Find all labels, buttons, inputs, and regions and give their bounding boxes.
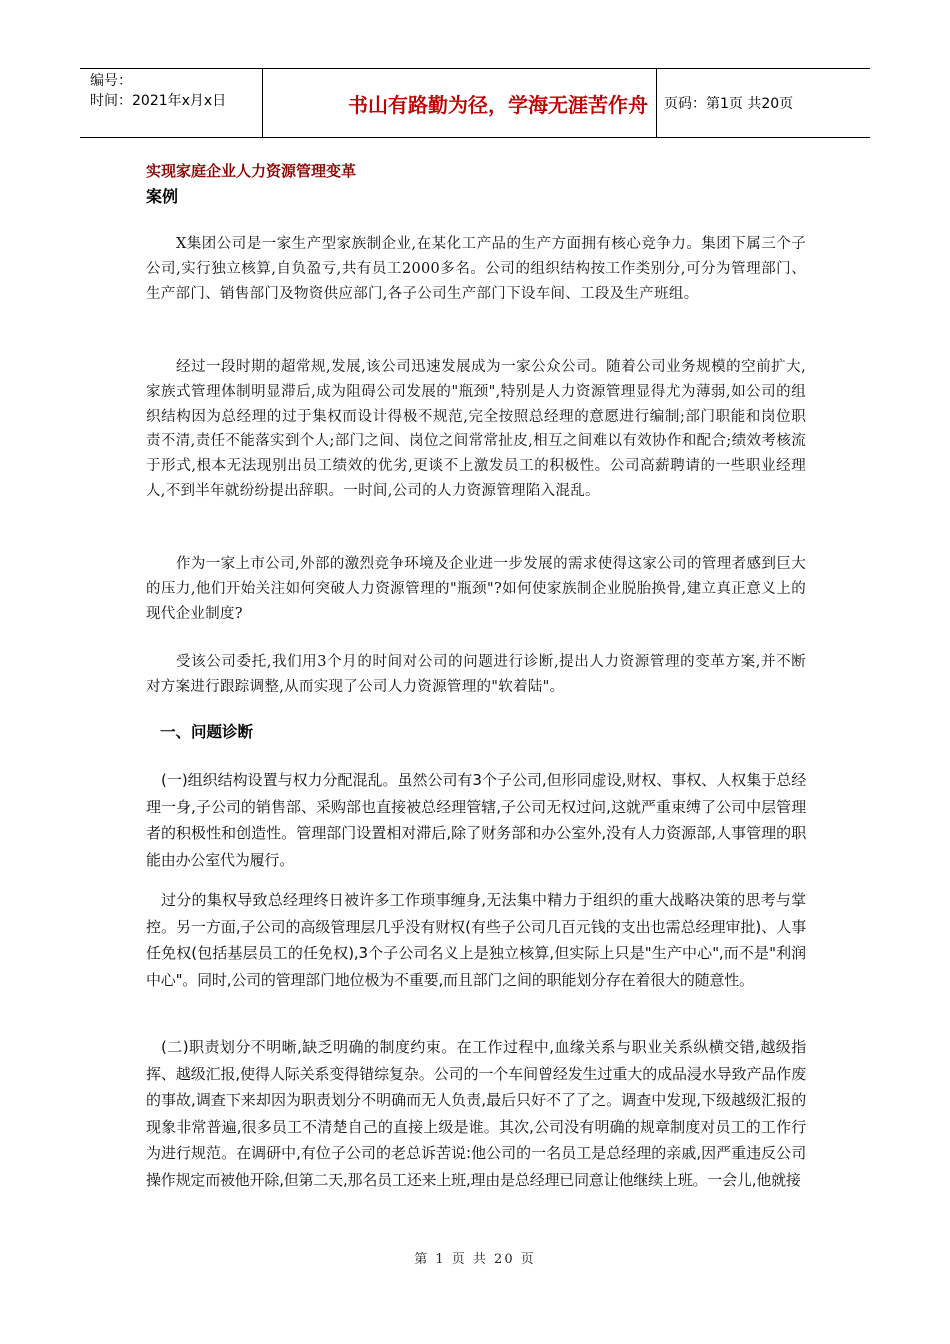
- header-motto: 书山有路勤为径，学海无涯苦作舟: [348, 92, 648, 117]
- header-meta: [90, 71, 280, 111]
- intro-paragraph: X集团公司是一家生产型家族制企业,在某化工产品的生产方面拥有核心竞争力。集团下属三个子公司,实行独立核算,自负盈亏,共有员工2000多名。公司的组织结构按工作类别分,可分为管理部门、生产部门、销售部门及物资供应部门,各子公司生产部门下设车间、工段及生产班组。: [146, 236, 806, 302]
- intro-paragraph: 经过一段时期的超常规,发展,该公司迅速发展成为一家公众公司。随着公司业务规模的空前扩大,家族式管理体制明显滞后,成为阻碍公司发展的"瓶颈",特别是人力资源管理显得尤为薄弱,如公司的组织结构因为总经理的过于集权而设计得极不规范,完全按照总经理的意愿进行编制;部门职能和岗位职责不清,责任不能落实到个人;部门之间、岗位之间常常扯皮,相互之间难以有效协作和配合;绩效考核流于形式,根本无法现别出员工绩效的优劣,更谈不上激发员工的积极性。公司高薪聘请的一些职业经理人,不到半年就纷纷提出辞职。一时间,公司的人力资源管理陷入混乱。: [146, 359, 806, 499]
- header-page-info: 页码：第1页 共20页: [664, 96, 794, 112]
- diagnosis-paragraph: (一)组织结构设置与权力分配混乱。虽然公司有3个子公司,但形同虚设,财权、事权、人权集于总经理一身,子公司的销售部、采购部也直接被总经理管辖,子公司无权过问,这就严重束缚了公司中层管理者的积极性和创造性。管理部门设置相对滞后,除了财务部和办公室外,没有人力资源部,人事管理的职能由办公室代为履行。: [146, 771, 806, 869]
- intro-paragraph: 作为一家上市公司,外部的激烈竞争环境及企业进一步发展的需求使得这家公司的管理者感到巨大的压力,他们开始关注如何突破人力资源管理的"瓶颈"?如何使家族制企业脱胎换骨,建立真正意义上的现代企业制度?: [146, 556, 806, 622]
- intro-paragraph: 受该公司委托,我们用3个月的时间对公司的问题进行诊断,提出人力资源管理的变革方案,并不断对方案进行跟踪调整,从而实现了公司人力资源管理的"软着陆"。: [146, 654, 806, 695]
- number-label: 编号：: [90, 73, 132, 89]
- page-footer: 第 1 页 共 20 页: [414, 1252, 536, 1267]
- document-header: [80, 68, 870, 138]
- diagnosis-paragraph: 过分的集权导致总经理终日被许多工作琐事缠身,无法集中精力于组织的重大战略决策的思考与掌控。另一方面,子公司的高级管理层几乎没有财权(有些子公司几百元钱的支出也需总经理审批)、人事任免权(包括基层员工的任免权),3个子公司名义上是独立核算,但实际上只是"生产中心",而不是"利润中心"。同时,公司的管理部门地位极为不重要,而且部门之间的职能划分存在着很大的随意性。: [146, 891, 806, 989]
- time-label: 时间：2021年x月x日: [90, 93, 227, 109]
- section-heading: 一、问题诊断: [160, 723, 254, 741]
- diagnosis-paragraph: (二)职责划分不明晰,缺乏明确的制度约束。在工作过程中,血缘关系与职业关系纵横交错,越级指挥、越级汇报,使得人际关系变得错综复杂。公司的一个车间曾经发生过重大的成品浸水导致产品作废的事故,调查下来却因为职责划分不明确而无人负责,最后只好不了了之。调查中发现,下级越级汇报的现象非常普遍,很多员工不清楚自己的直接上级是谁。其次,公司没有明确的规章制度对员工的工作行为进行规范。在调研中,有位子公司的老总诉苦说:他公司的一名员工是总经理的亲戚,因严重违反公司操作规定而被他开除,但第二天,那名员工还来上班,理由是总经理已同意让他继续上班。一会儿,他就接: [146, 1038, 806, 1189]
- document-title: 实现家庭企业人力资源管理变革: [146, 162, 357, 180]
- document-subtitle: 案例: [146, 187, 179, 206]
- header-divider: [656, 69, 657, 137]
